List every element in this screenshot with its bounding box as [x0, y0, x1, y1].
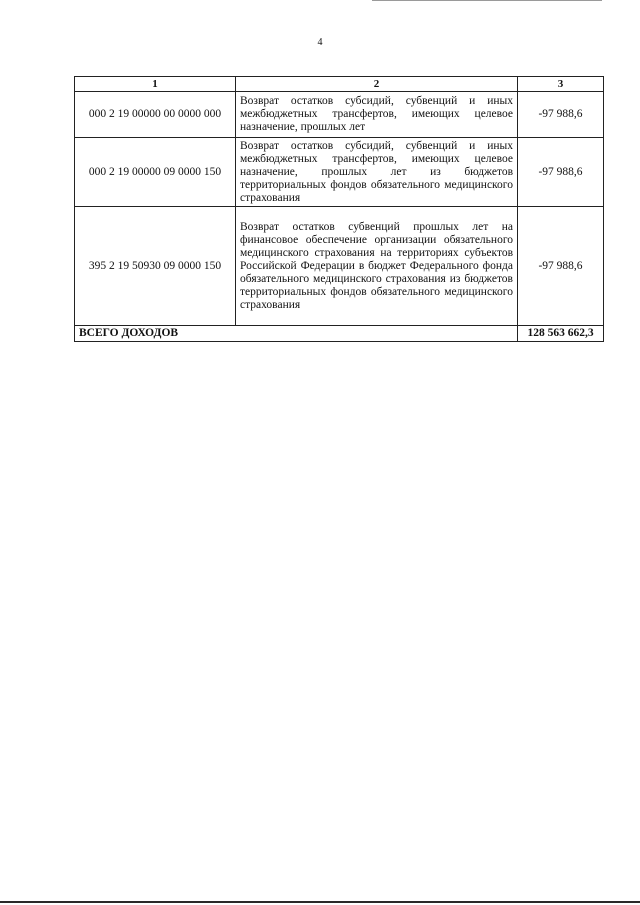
amount-cell: -97 988,6	[518, 92, 604, 138]
scan-edge-line	[372, 0, 602, 1]
budget-code-cell: 000 2 19 00000 00 0000 000	[75, 92, 236, 138]
table-row	[75, 207, 604, 326]
total-value: 128 563 662,3	[518, 326, 604, 342]
total-label: ВСЕГО ДОХОДОВ	[75, 326, 518, 342]
budget-code-cell: 000 2 19 00000 09 0000 150	[75, 138, 236, 207]
scan-bottom-edge	[0, 901, 640, 903]
amount-cell: -97 988,6	[518, 138, 604, 207]
description-cell: Возврат остатков субвенций прошлых лет на финансовое обеспечение организации обязательного медицинского страхования на территориях субъектов Российской Федерации в бюджет Федерального фонда обязательного медицинского страхования из бюджетов территориальных фондов обязательного медицинского страхования	[236, 207, 518, 326]
table-row	[75, 138, 604, 207]
column-header-1: 1	[75, 77, 236, 92]
revenue-table	[74, 76, 604, 342]
column-header-3: 3	[518, 77, 604, 92]
budget-code-cell: 395 2 19 50930 09 0000 150	[75, 207, 236, 326]
amount-cell: -97 988,6	[518, 207, 604, 326]
column-header-2: 2	[236, 77, 518, 92]
total-row	[75, 326, 604, 342]
description-cell: Возврат остатков субсидий, субвенций и иных межбюджетных трансфертов, имеющих целевое назначение, прошлых лет из бюджетов территориальных фондов обязательного медицинского страхования	[236, 138, 518, 207]
page-number: 4	[317, 37, 323, 48]
table-row	[75, 92, 604, 138]
description-cell: Возврат остатков субсидий, субвенций и иных межбюджетных трансфертов, имеющих целевое назначение, прошлых лет	[236, 92, 518, 138]
table-header-row	[75, 77, 604, 92]
